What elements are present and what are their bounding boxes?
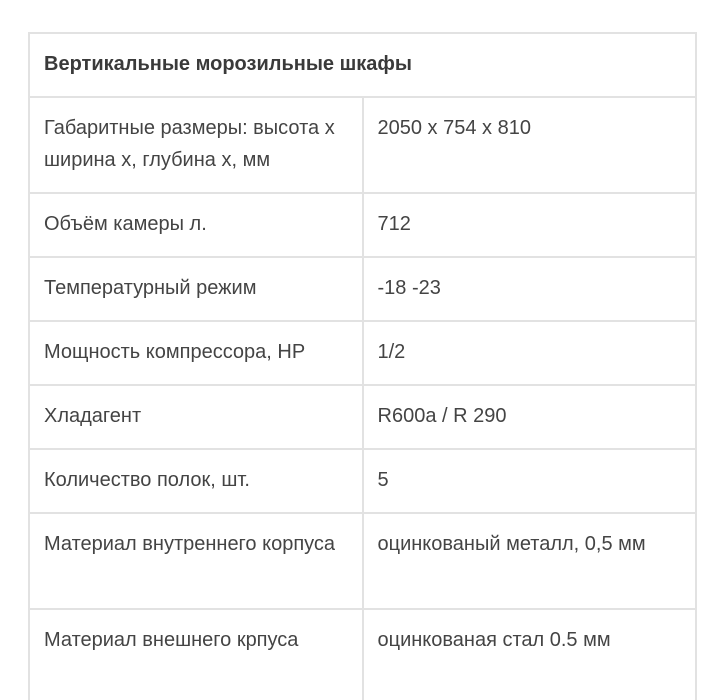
row-label: Температурный режим — [29, 257, 363, 321]
table-header-row — [29, 33, 696, 97]
table-row — [29, 449, 696, 513]
row-label: Габаритные размеры: высота х ширина х, глубина х, мм — [29, 97, 363, 193]
table-row — [29, 609, 696, 700]
table-title: Вертикальные морозильные шкафы — [29, 33, 696, 97]
row-value: 1/2 — [363, 321, 697, 385]
row-value: оцинкованый металл, 0,5 мм — [363, 513, 697, 609]
row-value: -18 -23 — [363, 257, 697, 321]
row-value: оцинкованая стал 0.5 мм — [363, 609, 697, 700]
row-label: Количество полок, шт. — [29, 449, 363, 513]
table-row — [29, 321, 696, 385]
row-label: Мощность компрессора, HP — [29, 321, 363, 385]
table-row — [29, 257, 696, 321]
spec-table — [28, 32, 697, 700]
row-label: Материал внутреннего корпуса — [29, 513, 363, 609]
row-label: Хладагент — [29, 385, 363, 449]
table-row — [29, 97, 696, 193]
row-value: 712 — [363, 193, 697, 257]
table-row — [29, 385, 696, 449]
table-row — [29, 193, 696, 257]
table-row — [29, 513, 696, 609]
row-value: R600a / R 290 — [363, 385, 697, 449]
row-value: 5 — [363, 449, 697, 513]
row-label: Объём камеры л. — [29, 193, 363, 257]
row-value: 2050 х 754 х 810 — [363, 97, 697, 193]
row-label: Материал внешнего крпуса — [29, 609, 363, 700]
